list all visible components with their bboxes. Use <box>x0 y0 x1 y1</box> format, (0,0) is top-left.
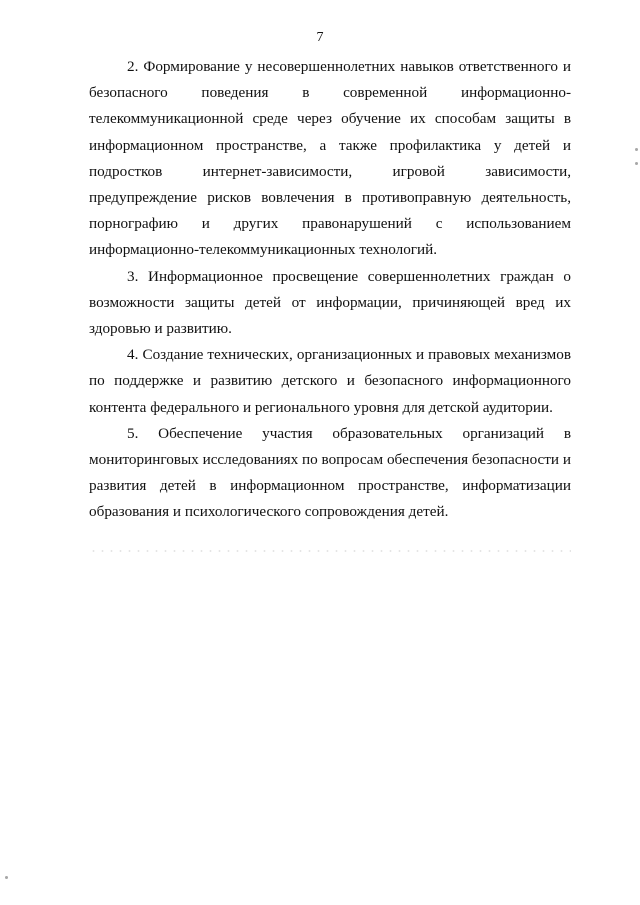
scan-speck <box>635 162 638 165</box>
paragraph-3: 3. Информационное просвещение совершеннолетних граждан о возможности защиты детей от информации, причиняющей вред их здоровью и развитию. <box>89 267 571 338</box>
paragraph-4: 4. Создание технических, организационных и правовых механизмов по поддержке и развитию детского и безопасного информационного контента федерального и регионального уровня для детской аудитории. <box>89 346 571 416</box>
page-number: 7 <box>316 30 324 45</box>
paragraph-2: 2. Формирование у несовершеннолетних навыков ответственного и безопасного поведения в современной информационно-телекоммуникационной среде через обучение их способам защиты в информационном пространстве, а также профилактика у детей и подростков интернет-зависимости, игровой зависимости, предупреждение рисков вовлечения в противоправную деятельность, порнографию и других правонарушений с использованием информационно-телекоммуникационных технологий. <box>89 58 571 259</box>
paragraph-5: 5. Обеспечение участия образовательных организаций в мониторинговых исследованиях по вопросам обеспечения безопасности и развития детей в информационном пространстве, информатизации образования и психологического сопровождения детей. <box>89 424 571 521</box>
scan-noise-line <box>89 548 571 554</box>
scan-speck <box>5 876 8 879</box>
document-body <box>89 54 571 526</box>
scan-speck <box>635 148 638 151</box>
